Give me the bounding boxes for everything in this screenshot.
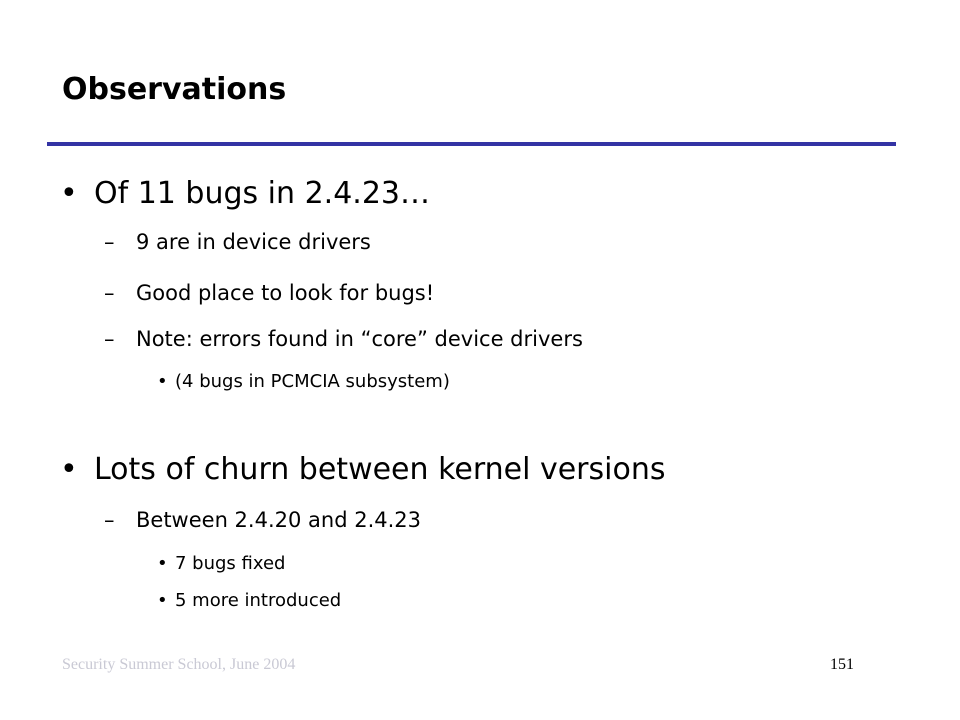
sub-bullet-marker: – xyxy=(104,327,115,351)
page-number: 151 xyxy=(830,656,854,673)
sub-sub-bullet-marker: • xyxy=(157,553,168,574)
sub-bullet-marker: – xyxy=(104,230,115,254)
slide-title: Observations xyxy=(62,72,287,107)
bullet-text: Lots of churn between kernel versions xyxy=(94,452,666,487)
sub-sub-bullet-text: 7 bugs fixed xyxy=(175,553,286,574)
sub-bullet-text: Note: errors found in “core” device drivers xyxy=(136,327,583,351)
footer-event: Security Summer School, June 2004 xyxy=(62,656,296,673)
bullet-marker: • xyxy=(60,452,78,487)
bullet-text: Of 11 bugs in 2.4.23… xyxy=(94,176,430,211)
sub-bullet-text: Good place to look for bugs! xyxy=(136,281,435,305)
bullet-marker: • xyxy=(60,176,78,211)
sub-bullet-marker: – xyxy=(104,281,115,305)
sub-sub-bullet-text: (4 bugs in PCMCIA subsystem) xyxy=(175,371,450,392)
sub-bullet-text: Between 2.4.20 and 2.4.23 xyxy=(136,508,422,532)
sub-sub-bullet-text: 5 more introduced xyxy=(175,590,342,611)
sub-bullet-text: 9 are in device drivers xyxy=(136,230,371,254)
title-divider xyxy=(47,142,896,146)
sub-bullet-marker: – xyxy=(104,508,115,532)
sub-sub-bullet-marker: • xyxy=(157,371,168,392)
sub-sub-bullet-marker: • xyxy=(157,590,168,611)
